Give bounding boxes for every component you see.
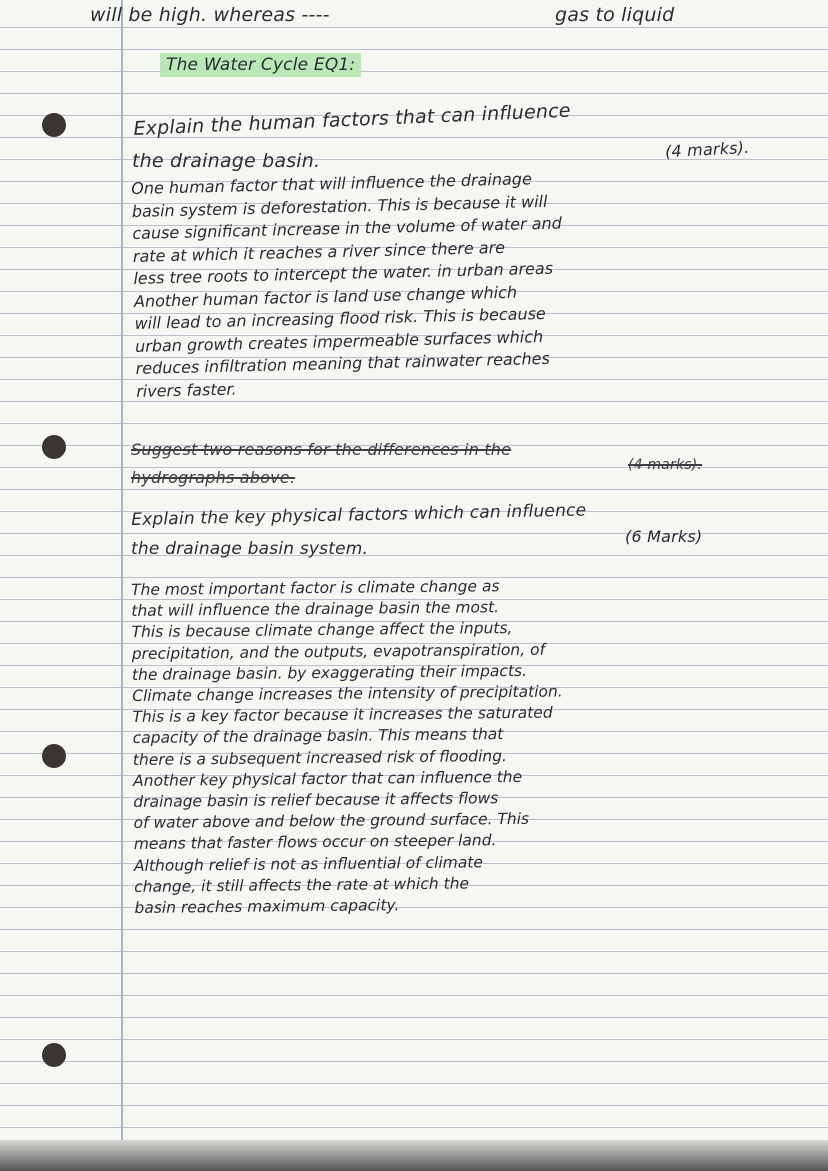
answer-2-line: that will influence the drainage basin the most. — [131, 598, 500, 621]
answer-2-line: precipitation, and the outputs, evapotranspiration, of — [131, 640, 546, 663]
punch-hole — [42, 744, 66, 768]
struck-question-marks: (4 marks). — [628, 457, 703, 473]
section-title-text: The Water Cycle EQ1: — [160, 53, 361, 77]
margin-line — [121, 0, 123, 1160]
struck-question-line-1: Suggest two reasons for the differences in the — [131, 440, 512, 459]
answer-1-line: rate at which it reaches a river since there are — [132, 237, 506, 266]
answer-1-line: One human factor that will influence the drainage — [131, 169, 533, 198]
answer-2-line: there is a subsequent increased risk of flooding. — [132, 746, 508, 769]
top-line-right: gas to liquid — [555, 4, 675, 26]
answer-2-line: capacity of the drainage basin. This means that — [132, 725, 504, 748]
answer-1-line: less tree roots to intercept the water. in urban areas — [133, 258, 554, 288]
top-line-left: will be high. whereas ---- — [90, 4, 330, 26]
answer-2-line: change, it still affects the rate at which the — [134, 874, 470, 896]
answer-1-line: reduces infiltration meaning that rainwater reaches — [135, 348, 551, 378]
punch-hole — [42, 435, 66, 459]
page-shadow — [0, 1140, 828, 1171]
answer-1 — [131, 168, 566, 403]
answer-2-line: the drainage basin. by exaggerating their impacts. — [131, 661, 528, 684]
answer-1-line: urban growth creates impermeable surfaces which — [134, 326, 544, 356]
question-1-line-1: Explain the human factors that can influence — [133, 99, 572, 140]
answer-2-line: The most important factor is climate change as — [131, 577, 500, 599]
question-2-marks: (6 Marks) — [625, 527, 703, 546]
answer-2-line: This is a key factor because it increases the saturated — [132, 703, 553, 727]
answer-2-line: Another key physical factor that can influence the — [133, 767, 523, 790]
answer-1-line: rivers faster. — [135, 378, 237, 401]
question-2-line-2: the drainage basin system. — [131, 539, 369, 559]
answer-2-line: Although relief is not as influential of climate — [133, 852, 484, 875]
answer-1-line: will lead to an increasing flood risk. This is because — [134, 303, 546, 333]
question-1-line-2: the drainage basin. — [132, 150, 321, 172]
section-title — [160, 55, 361, 75]
answer-1-line: basin system is deforestation. This is because it will — [131, 191, 548, 221]
answer-2-line: basin reaches maximum capacity. — [134, 896, 400, 918]
answer-2 — [131, 575, 565, 919]
answer-1-line: Another human factor is land use change which — [133, 282, 518, 311]
punch-hole — [42, 1043, 66, 1067]
struck-question-line-2: hydrographs above. — [131, 468, 296, 487]
question-2-line-1: Explain the key physical factors which can influence — [131, 500, 587, 530]
answer-2-line: of water above and below the ground surface. This — [133, 810, 530, 833]
answer-2-line: drainage basin is relief because it affects flows — [133, 789, 499, 812]
answer-2-line: This is because climate change affect the inputs, — [131, 619, 513, 642]
punch-hole — [42, 113, 66, 137]
answer-2-line: means that faster flows occur on steeper land. — [133, 831, 497, 854]
answer-1-line: cause significant increase in the volume of water and — [132, 213, 562, 243]
answer-2-line: Climate change increases the intensity of precipitation. — [132, 682, 563, 706]
question-1-marks: (4 marks). — [664, 137, 750, 162]
